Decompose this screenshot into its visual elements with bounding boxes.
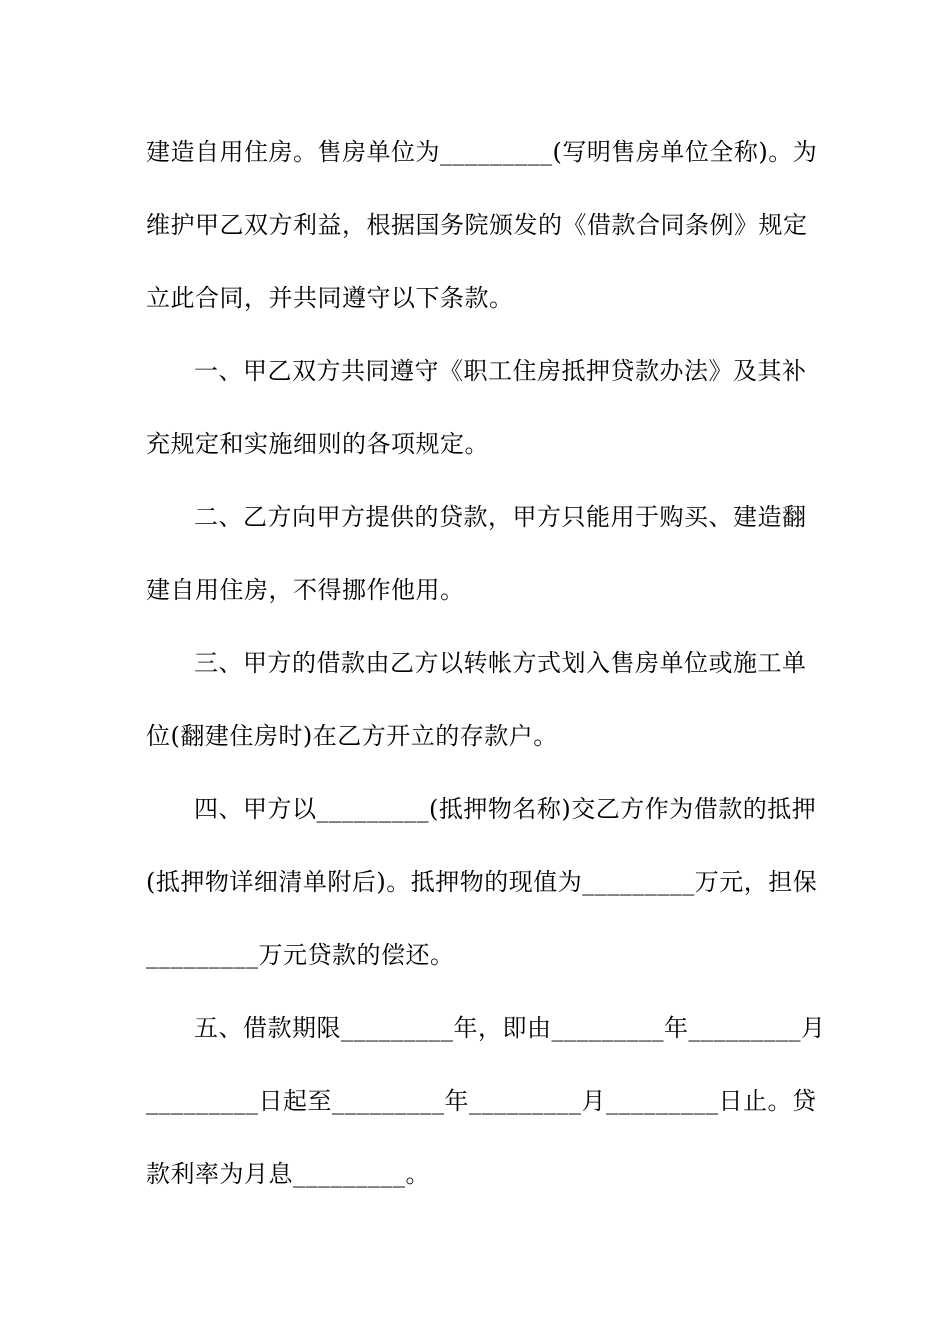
clause-4-line: 四、甲方以_________(抵押物名称)交乙方作为借款的抵押 [194,795,817,823]
text-line: _________万元贷款的偿还。 [146,941,455,969]
text-line: 款利率为月息_________。 [146,1160,430,1188]
text-line: 建自用住房，不得挪作他用。 [146,576,465,604]
clause-3-line: 三、甲方的借款由乙方以转帐方式划入售房单位或施工单 [194,649,807,677]
text-line: (抵押物详细清单附后)。抵押物的现值为_________万元，担保 [146,868,818,896]
clause-2-line: 二、乙方向甲方提供的贷款，甲方只能用于购买、建造翻 [194,503,807,531]
text-line: 位(翻建住房时)在乙方开立的存款户。 [146,722,558,750]
text-line: 维护甲乙双方利益，根据国务院颁发的《借款合同条例》规定 [146,211,808,239]
text-line: 建造自用住房。售房单位为_________(写明售房单位全称)。为 [146,138,818,166]
clause-5-line: 五、借款期限_________年，即由_________年_________月 [194,1014,826,1042]
contract-body [146,128,826,1223]
clause-1-line: 一、甲乙双方共同遵守《职工住房抵押贷款办法》及其补 [194,357,807,385]
text-line: 立此合同，并共同遵守以下条款。 [146,284,514,312]
text-line: 充规定和实施细则的各项规定。 [146,430,489,458]
text-line: _________日起至_________年_________月_________日止。贷 [146,1087,817,1115]
